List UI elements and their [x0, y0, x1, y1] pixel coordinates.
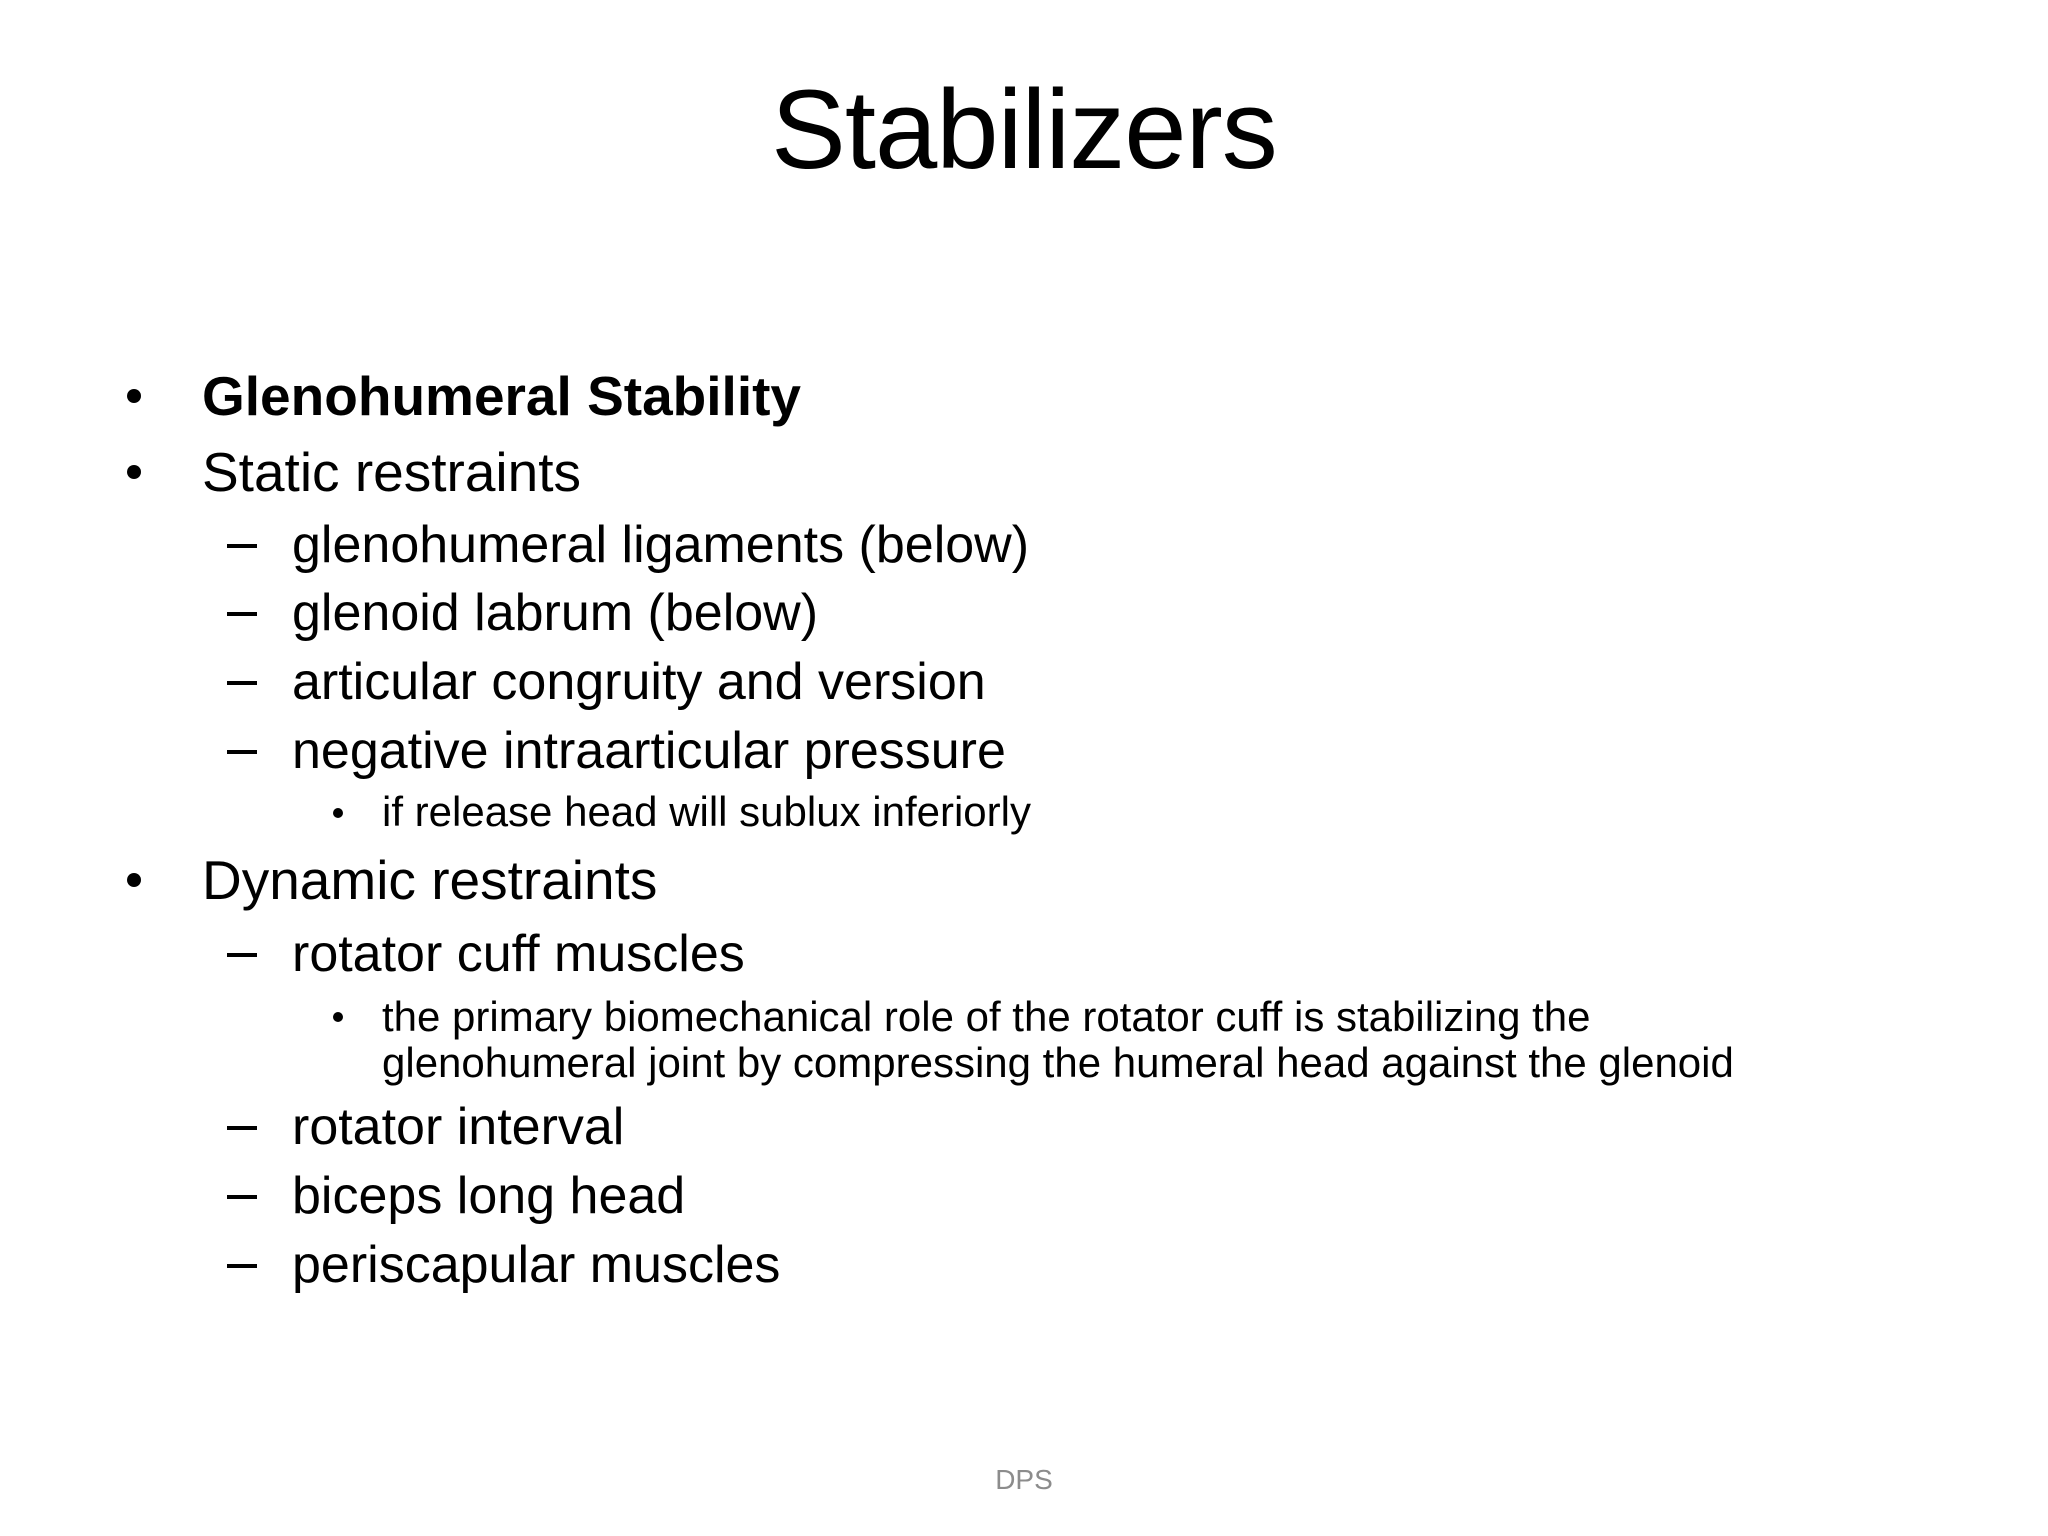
sub-bullet-item: rotator cuff muscles — [292, 925, 745, 983]
dash-icon — [227, 1195, 257, 1199]
dash-icon — [227, 1126, 257, 1130]
dash-icon — [227, 681, 257, 685]
sub-bullet-item: articular congruity and version — [292, 653, 986, 711]
bullet-item: Static restraints — [202, 441, 582, 503]
dash-icon — [227, 750, 257, 754]
bullet-icon — [333, 1012, 343, 1022]
dash-icon — [227, 953, 257, 957]
sub-bullet-item: rotator interval — [292, 1098, 625, 1156]
slide-title: Stabilizers — [771, 67, 1277, 192]
bullet-item: Dynamic restraints — [202, 849, 658, 911]
sub-bullet-item: glenoid labrum (below) — [292, 584, 819, 642]
sub-sub-bullet-item: if release head will sublux inferiorly — [382, 788, 1031, 835]
bullet-item: Glenohumeral Stability — [202, 365, 802, 427]
sub-bullet-item: glenohumeral ligaments (below) — [292, 516, 1030, 574]
bullet-icon — [333, 808, 343, 818]
bullet-icon — [127, 873, 141, 887]
sub-bullet-item: biceps long head — [292, 1167, 686, 1225]
dash-icon — [227, 1264, 257, 1268]
bullet-icon — [127, 389, 141, 403]
dash-icon — [227, 612, 257, 616]
sub-sub-bullet-item-continuation: glenohumeral joint by compressing the humeral head against the glenoid — [382, 1039, 1734, 1086]
sub-sub-bullet-item: the primary biomechanical role of the rotator cuff is stabilizing the — [382, 993, 1591, 1040]
sub-bullet-item: periscapular muscles — [292, 1236, 781, 1294]
sub-bullet-item: negative intraarticular pressure — [292, 722, 1006, 780]
slide-footer: DPS — [995, 1464, 1053, 1495]
bullet-icon — [127, 465, 141, 479]
dash-icon — [227, 544, 257, 548]
